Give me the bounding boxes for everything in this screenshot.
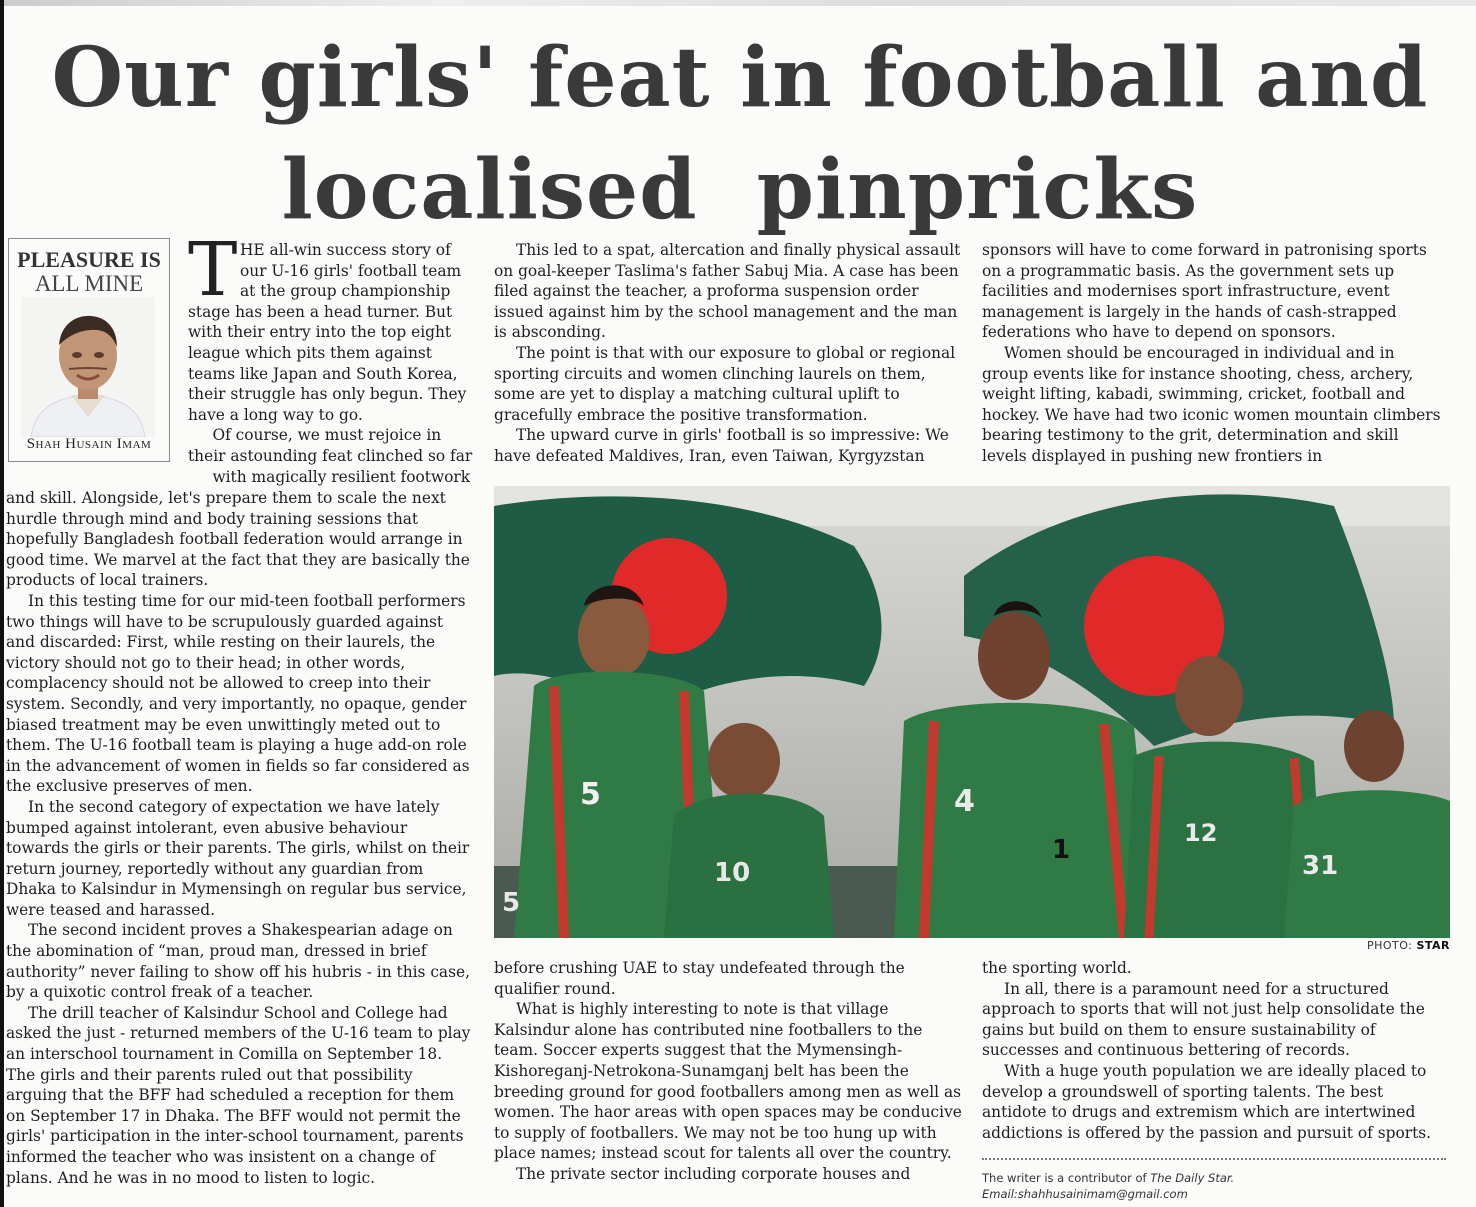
intro-line: have a long way to go. (188, 405, 363, 424)
intro-line: their struggle has only begun. They (188, 385, 467, 404)
photo-credit-label: PHOTO: (1366, 939, 1417, 952)
jersey-number: 5 (580, 777, 601, 812)
footnote-prefix: The writer is a contributor of (982, 1171, 1151, 1185)
photo-credit-source: STAR (1416, 939, 1450, 952)
headline-line-1: Our girls' feat in football and (51, 30, 1429, 126)
paragraph: the sporting world. (982, 959, 1132, 977)
paragraph: and skill. Alongside, let's prepare them to scale the next hurdle through mind and body training sessions that hopefully Bangladesh football federation would arrange in good time. We marvel at the fact that they are basically the products of local trainers. (6, 489, 470, 590)
drop-cap: T (188, 227, 238, 313)
column-3-top (982, 240, 1444, 467)
intro-line: with magically resilient footwork (188, 467, 471, 486)
top-strip (0, 0, 1476, 6)
paragraph: sponsors will have to come forward in patronising sports on a programmatic basis. As the government sets up facilities and modernises sport infrastructure, event management is largely in the hands of cash-strapped federations who have to depend on sponsors. (982, 241, 1427, 342)
paragraph: What is highly interesting to note is that village Kalsindur alone has contributed nine footballers to the team. Soccer experts suggest that the Mymensingh-Kishoreganj-Netrokona-Sunamganj belt has been the breeding ground for good footballers among men as well as women. The haor areas with open spaces may be conducive to supply of footballers. We may not be too hung up with place names; instead scout for talents all over the country. (494, 1000, 962, 1163)
paragraph: In all, there is a paramount need for a structured approach to sports that will not just help consolidate the gains but build on them to ensure sustainability of successes and continuous bettering of records. (982, 979, 1425, 1060)
footnote-line-1 (982, 1170, 1446, 1186)
intro-line: teams like Japan and South Korea, (188, 364, 458, 383)
footnote-divider (982, 1158, 1446, 1160)
jersey-number: 1 (1052, 835, 1071, 865)
author-email: Email:shahhusainimam@gmail.com (982, 1187, 1188, 1201)
paragraph: In this testing time for our mid-teen football performers two things will have to be scrupulously guarded against and discarded: First, while resting on their laurels, the victory should not go to their head; in other words, complacency should not be allowed to creep into their system. Secondly, and very importantly, no opaque, gender biased treatment may be even unwittingly meted out to them. The U-16 football team is playing a huge add-on role in the advancement of women in fields so far considered as the exclusive preserves of men. (6, 591, 470, 796)
intro-line: Of course, we must rejoice in (188, 426, 442, 445)
intro-line: our U-16 girls' football team (240, 261, 462, 280)
publication-name: The Daily Star. (1150, 1171, 1235, 1185)
paragraph: With a huge youth population we are ideally placed to develop a groundswell of sporting talents. The best antidote to drugs and extremism which are intertwined addictions is offered by the passion and pursuit of sports. (982, 1061, 1432, 1142)
writer-footnote (982, 1170, 1446, 1202)
paragraph: Women should be encouraged in individual and in group events like for instance shooting, chess, archery, weight lifting, kabadi, swimming, cricket, football and hockey. We have had two iconic women mountain climbers bearing testimony to the grit, determination and skill levels displayed in pushing new frontiers in (982, 343, 1441, 465)
author-name: Shah Husain Imam (26, 436, 152, 452)
column-3-bottom (982, 958, 1444, 1143)
paragraph: In the second category of expectation we have lately bumped against intolerant, even abusive behaviour towards the girls or their parents. The girls, whilst on their return journey, reportedly without any guardian from Dhaka to Kalsindur in Mymensingh on regular bus service, were teased and harassed. (6, 797, 470, 919)
photo-credit (1300, 939, 1450, 952)
jersey-number: 4 (954, 784, 975, 819)
paragraph: The upward curve in girls' football is so impressive: We have defeated Maldives, Iran, even Taiwan, Kyrgyzstan (494, 426, 949, 465)
column-name-line-1: PLEASURE IS (17, 247, 161, 272)
jersey-number: 10 (714, 858, 751, 888)
jersey-number: 31 (1302, 851, 1339, 881)
column-1-intro (188, 240, 474, 487)
jersey-number: 5 (502, 888, 521, 918)
paragraph: before crushing UAE to stay undefeated through the qualifier round. (494, 959, 905, 998)
paragraph: The private sector including corporate houses and (516, 1164, 911, 1183)
jersey-number: 12 (1184, 819, 1218, 847)
intro-line: league which pits them against (188, 343, 432, 362)
column-1-body (6, 488, 474, 1188)
column-2-top (494, 240, 964, 467)
left-column-rule (0, 0, 4, 1207)
intro-line: at the group championship (240, 282, 451, 301)
column-2-bottom (494, 958, 964, 1185)
paragraph: This led to a spat, altercation and finally physical assault on goal-keeper Taslima's father Sabuj Mia. A case has been filed against the teacher, a proforma suspension order issued against him by the school management and the man is absconding. (494, 241, 961, 342)
paragraph: The second incident proves a Shakespearian adage on the abomination of “man, proud man, dressed in brief authority” never failing to show off his hubris - in this case, by a quixotic control freak of a teacher. (6, 921, 471, 1002)
intro-line: their astounding feat clinched so far (188, 446, 473, 465)
headline-line-2: localised pinpricks (281, 142, 1199, 238)
column-name-line-2: ALL MINE (34, 271, 144, 296)
headline (40, 22, 1440, 246)
intro-line: stage has been a head turner. But (188, 302, 453, 321)
intro-line: with their entry into the top eight (188, 323, 452, 342)
intro-line: HE all-win success story of (240, 241, 451, 259)
paragraph: The drill teacher of Kalsindur School and College had asked the just - returned members of the U-16 team to play an interschool tournament in Comilla on September 18. The girls and their parents ruled out that possibility arguing that the BFF had scheduled a reception for them on September 17 in Dhaka. The BFF would not permit the girls' participation in the inter-school tournament, parents informed the teacher who was insistent on a change of plans. And he was in no mood to listen to logic. (6, 1003, 471, 1187)
paragraph: The point is that with our exposure to global or regional sporting circuits and women clinching laurels on them, some are yet to display a matching cultural uplift to gracefully embrace the positive transformation. (494, 343, 956, 424)
team-celebration-photo (494, 486, 1450, 938)
author-portrait (21, 297, 155, 437)
byline-box (8, 238, 170, 462)
